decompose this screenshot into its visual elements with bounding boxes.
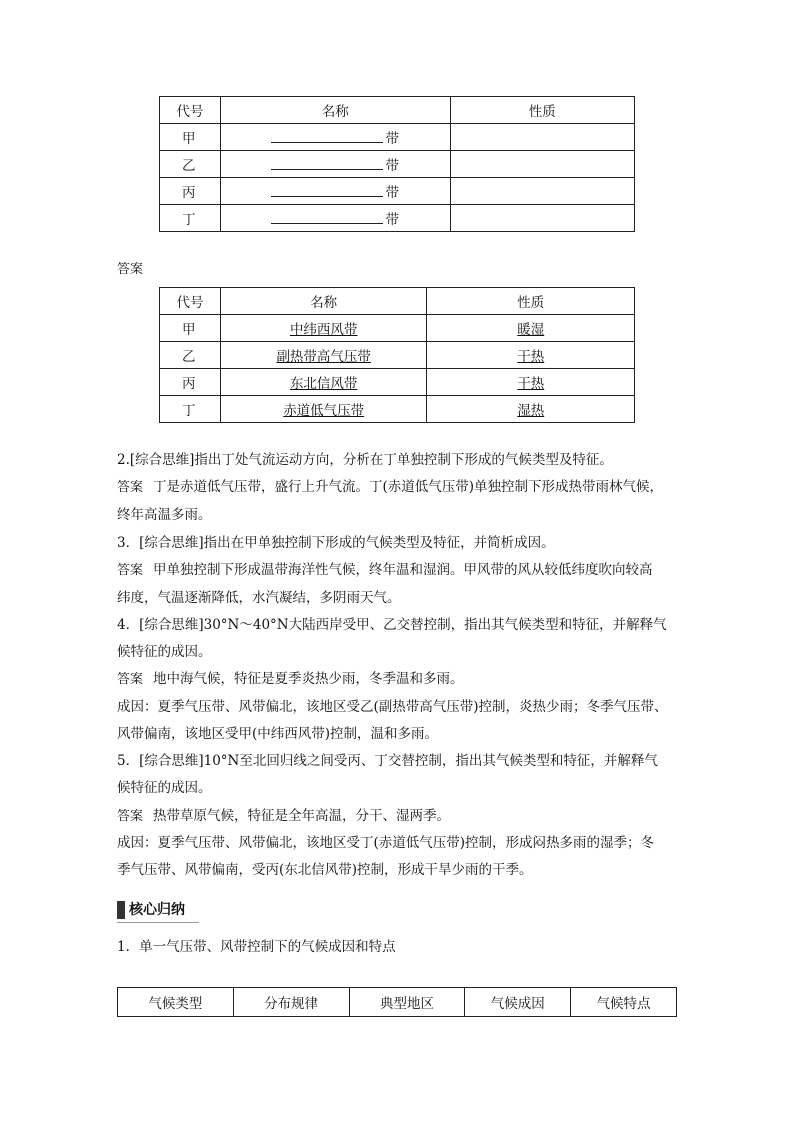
header-climate-type: 气候类型 xyxy=(118,988,234,1017)
header-nature: 性质 xyxy=(427,288,635,315)
row-nature xyxy=(427,315,635,342)
row-name xyxy=(220,369,427,396)
answer-text: 甲单独控制下形成温带海洋性气候，终年温和湿润。甲风带的风从较低纬度吹向较高 xyxy=(153,562,653,578)
row-code: 丙 xyxy=(160,178,221,205)
row-name xyxy=(220,342,427,369)
answer-3-line-1 xyxy=(117,560,653,581)
name-blank-cell xyxy=(220,151,450,178)
section-divider xyxy=(117,922,199,923)
nature-cell xyxy=(450,124,634,151)
header-typical-region: 典型地区 xyxy=(349,988,465,1017)
row-nature xyxy=(427,342,635,369)
answer-5-line-2: 成因：夏季气压带、风带偏北，该地区受丁(赤道低气压带)控制，形成闷热多雨的湿季；冬 xyxy=(117,835,655,851)
table-row xyxy=(160,205,635,232)
fill-in-blank xyxy=(271,211,383,224)
answer-text: 热带草原气候，特征是全年高温，分干、湿两季。 xyxy=(153,808,451,824)
belt-nature: 湿热 xyxy=(517,403,545,419)
header-climate-cause: 气候成因 xyxy=(465,988,571,1017)
name-blank-cell xyxy=(220,205,450,232)
belt-name: 东北信风带 xyxy=(289,376,358,392)
section-title: 核心归纳 xyxy=(129,902,185,918)
name-blank-cell xyxy=(220,178,450,205)
row-code: 乙 xyxy=(160,342,221,369)
answer-2-line-1 xyxy=(117,477,663,498)
header-name: 名称 xyxy=(220,97,450,124)
answer-4-line-3: 风带偏南，该地区受甲(中纬西风带)控制，温和多雨。 xyxy=(117,726,439,742)
answer-label: 答案 xyxy=(117,672,144,687)
row-code: 甲 xyxy=(160,124,221,151)
question-2: 2.[综合思维]指出丁处气流运动方向，分析在丁单独控制下形成的气候类型及特征。 xyxy=(117,452,613,468)
answer-4-line-1 xyxy=(117,669,464,690)
table-row xyxy=(160,369,635,396)
table-row xyxy=(160,396,635,423)
belt-name: 赤道低气压带 xyxy=(283,403,365,419)
table-header-row xyxy=(160,97,635,124)
fill-in-blank xyxy=(271,184,383,197)
question-5-line-2: 候特征的成因。 xyxy=(117,780,212,796)
answer-table xyxy=(159,287,635,423)
header-nature: 性质 xyxy=(450,97,634,124)
section-marker-icon xyxy=(117,901,125,919)
fill-in-blank xyxy=(271,157,383,170)
row-nature xyxy=(427,369,635,396)
answer-4-line-2: 成因：夏季气压带、风带偏北，该地区受乙(副热带高气压带)控制，炎热少雨；冬季气压带、 xyxy=(117,699,668,715)
subsection-title: 1．单一气压带、风带控制下的气候成因和特点 xyxy=(117,939,396,955)
answer-5-line-3: 季气压带、风带偏南，受丙(东北信风带)控制，形成干旱少雨的干季。 xyxy=(117,862,533,878)
row-code: 丁 xyxy=(160,205,221,232)
table-row xyxy=(160,178,635,205)
question-3: 3．[综合思维]指出在甲单独控制下形成的气候类型及特征，并简析成因。 xyxy=(117,535,555,551)
row-name xyxy=(220,396,427,423)
table-header-row xyxy=(118,988,677,1017)
answer-label: 答案 xyxy=(117,480,144,495)
fill-in-blank xyxy=(271,130,383,143)
table-row xyxy=(160,315,635,342)
question-4-line-1: 4．[综合思维]30°N～40°N大陆西岸受甲、乙交替控制，指出其气候类型和特征，并解释气 xyxy=(117,617,667,633)
row-code: 丁 xyxy=(160,396,221,423)
answer-label: 答案 xyxy=(117,563,144,578)
header-code: 代号 xyxy=(160,97,221,124)
answer-5-line-1 xyxy=(117,806,450,827)
header-name: 名称 xyxy=(220,288,427,315)
row-code: 乙 xyxy=(160,151,221,178)
table-header-row xyxy=(160,288,635,315)
belt-nature: 干热 xyxy=(517,376,545,392)
belt-name: 副热带高气压带 xyxy=(276,349,371,365)
row-code: 甲 xyxy=(160,315,221,342)
name-blank-cell xyxy=(220,124,450,151)
blank-suffix: 带 xyxy=(385,212,399,228)
header-code: 代号 xyxy=(160,288,221,315)
blank-suffix: 带 xyxy=(385,131,399,147)
answer-label: 答案 xyxy=(117,809,144,824)
blank-suffix: 带 xyxy=(385,158,399,174)
header-distribution: 分布规律 xyxy=(233,988,349,1017)
section-heading xyxy=(117,899,199,921)
row-nature xyxy=(427,396,635,423)
question-4-line-2: 候特征的成因。 xyxy=(117,644,212,660)
table-row xyxy=(160,124,635,151)
exercise-table xyxy=(159,96,635,232)
answer-text: 丁是赤道低气压带，盛行上升气流。丁(赤道低气压带)单独控制下形成热带雨林气候， xyxy=(153,479,664,495)
question-5-line-1: 5．[综合思维]10°N至北回归线之间受丙、丁交替控制，指出其气候类型和特征，并解释气 xyxy=(117,753,658,769)
answer-2-line-2: 终年高温多雨。 xyxy=(117,507,212,523)
nature-cell xyxy=(450,205,634,232)
table-row xyxy=(160,342,635,369)
answer-heading xyxy=(117,259,153,280)
table-row xyxy=(160,151,635,178)
answer-label: 答案 xyxy=(117,262,144,277)
nature-cell xyxy=(450,151,634,178)
row-code: 丙 xyxy=(160,369,221,396)
summary-table xyxy=(117,987,677,1017)
belt-name: 中纬西风带 xyxy=(289,322,358,338)
row-name xyxy=(220,315,427,342)
nature-cell xyxy=(450,178,634,205)
belt-nature: 干热 xyxy=(517,349,545,365)
answer-text: 地中海气候，特征是夏季炎热少雨，冬季温和多雨。 xyxy=(153,671,464,687)
answer-3-line-2: 纬度，气温逐渐降低，水汽凝结，多阴雨天气。 xyxy=(117,590,401,606)
blank-suffix: 带 xyxy=(385,185,399,201)
header-climate-feature: 气候特点 xyxy=(571,988,677,1017)
belt-nature: 暖湿 xyxy=(517,322,545,338)
